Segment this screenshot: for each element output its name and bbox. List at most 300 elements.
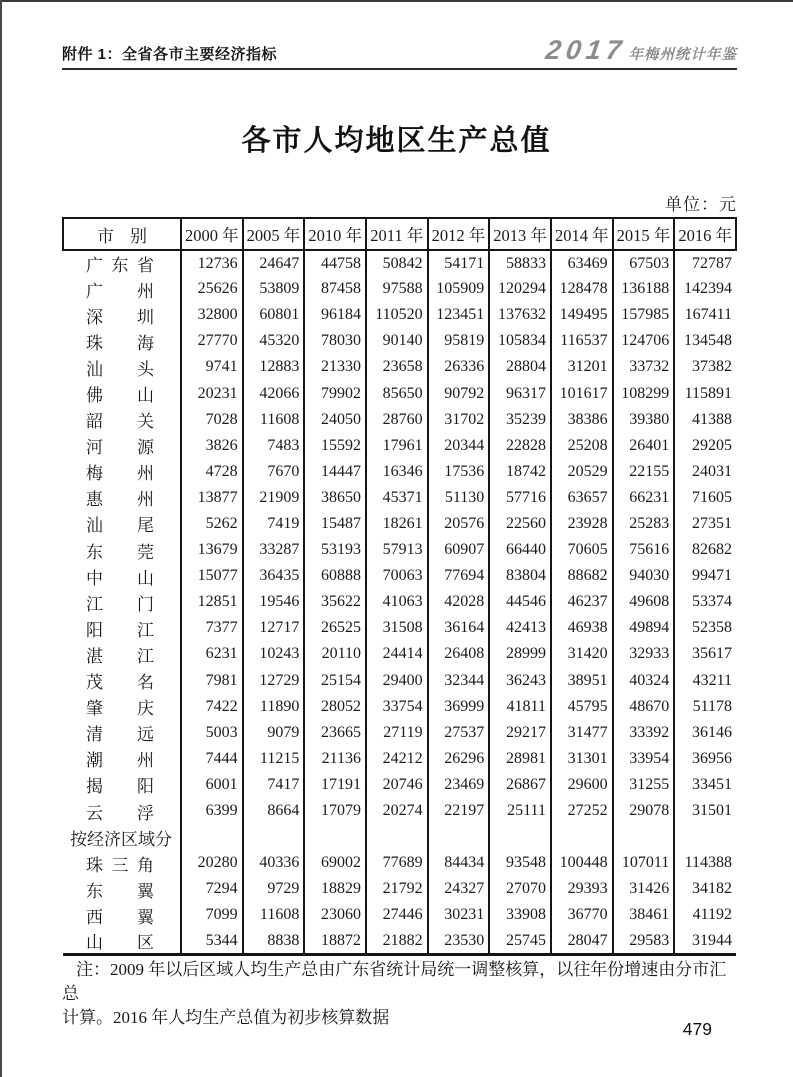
header-cell-year: 2005 年 bbox=[243, 218, 305, 250]
region-name-cell: 云 浮 bbox=[63, 798, 181, 824]
value-cell: 37382 bbox=[692, 358, 732, 376]
value-cell: 27351 bbox=[692, 514, 732, 532]
table-row bbox=[63, 668, 736, 694]
value-cell: 24647 bbox=[243, 250, 305, 276]
value-cell: 53193 bbox=[304, 537, 366, 563]
value-cell: 50842 bbox=[366, 250, 428, 276]
value-cell: 20110 bbox=[304, 641, 366, 667]
value-cell: 26525 bbox=[304, 615, 366, 641]
value-cell: 31501 bbox=[692, 802, 732, 820]
value-cell: 8664 bbox=[243, 798, 305, 824]
table-row bbox=[63, 276, 736, 302]
value-cell: 36435 bbox=[243, 563, 305, 589]
value-cell: 95819 bbox=[428, 328, 490, 354]
value-cell: 4728 bbox=[181, 459, 243, 485]
value-cell: 22197 bbox=[428, 798, 490, 824]
value-cell: 67503 bbox=[613, 250, 675, 276]
value-cell: 20280 bbox=[181, 850, 243, 876]
value-cell: 48670 bbox=[613, 694, 675, 720]
value-cell: 78030 bbox=[304, 328, 366, 354]
table-row bbox=[63, 537, 736, 563]
value-cell: 23928 bbox=[551, 511, 613, 537]
value-cell: 115891 bbox=[684, 384, 732, 402]
attachment-label: 附件 1：全省各市主要经济指标 bbox=[62, 46, 278, 63]
value-cell: 21882 bbox=[366, 928, 428, 955]
value-cell: 6231 bbox=[181, 641, 243, 667]
value-cell: 60907 bbox=[428, 537, 490, 563]
value-cell: 26867 bbox=[489, 772, 551, 798]
region-name-cell: 山 区 bbox=[63, 928, 181, 955]
value-cell: 72787 bbox=[692, 254, 732, 272]
region-name-cell: 梅 州 bbox=[63, 459, 181, 485]
value-cell: 11890 bbox=[243, 694, 305, 720]
table-header bbox=[63, 218, 736, 250]
value-cell: 20231 bbox=[181, 380, 243, 406]
value-cell: 36146 bbox=[692, 723, 732, 741]
table-row bbox=[63, 641, 736, 667]
yearbook-logo-year: 2017 bbox=[544, 35, 629, 65]
value-cell: 167411 bbox=[684, 306, 732, 324]
value-cell: 18829 bbox=[304, 876, 366, 902]
value-cell: 23469 bbox=[428, 772, 490, 798]
value-cell: 28999 bbox=[489, 641, 551, 667]
value-cell: 96184 bbox=[304, 302, 366, 328]
region-name-cell: 珠 三 角 bbox=[63, 850, 181, 876]
footnote bbox=[62, 958, 742, 1030]
value-cell: 12883 bbox=[243, 354, 305, 380]
value-cell: 36164 bbox=[428, 615, 490, 641]
value-cell: 82682 bbox=[692, 541, 732, 559]
value-cell: 88682 bbox=[551, 563, 613, 589]
value-cell: 71605 bbox=[692, 488, 732, 506]
value-cell: 41063 bbox=[366, 589, 428, 615]
value-cell: 58833 bbox=[489, 250, 551, 276]
value-cell: 99471 bbox=[692, 567, 732, 585]
value-cell: 70605 bbox=[551, 537, 613, 563]
value-cell: 25626 bbox=[181, 276, 243, 302]
table-row bbox=[63, 459, 736, 485]
value-cell: 7670 bbox=[243, 459, 305, 485]
value-cell: 28804 bbox=[489, 354, 551, 380]
value-cell: 57913 bbox=[366, 537, 428, 563]
value-cell: 123451 bbox=[428, 302, 490, 328]
value-cell: 17536 bbox=[428, 459, 490, 485]
value-cell: 36999 bbox=[428, 694, 490, 720]
value-cell: 28981 bbox=[489, 746, 551, 772]
value-cell: 27770 bbox=[181, 328, 243, 354]
value-cell: 31201 bbox=[551, 354, 613, 380]
table-row bbox=[63, 824, 736, 850]
value-cell: 16346 bbox=[366, 459, 428, 485]
value-cell: 46938 bbox=[551, 615, 613, 641]
table-row bbox=[63, 563, 736, 589]
table-header-row bbox=[63, 218, 736, 250]
table-row bbox=[63, 589, 736, 615]
value-cell: 36243 bbox=[489, 668, 551, 694]
yearbook-logo bbox=[546, 37, 737, 64]
header-cell-year: 2013 年 bbox=[489, 218, 551, 250]
value-cell bbox=[304, 824, 366, 850]
value-cell bbox=[551, 824, 613, 850]
value-cell: 5262 bbox=[181, 511, 243, 537]
region-name-cell: 汕 头 bbox=[63, 354, 181, 380]
value-cell: 12736 bbox=[181, 250, 243, 276]
value-cell: 39380 bbox=[613, 407, 675, 433]
value-cell: 52358 bbox=[692, 619, 732, 637]
region-name-cell: 惠 州 bbox=[63, 485, 181, 511]
value-cell: 29393 bbox=[551, 876, 613, 902]
value-cell: 25745 bbox=[489, 928, 551, 955]
value-cell: 33451 bbox=[692, 775, 732, 793]
value-cell: 9741 bbox=[181, 354, 243, 380]
value-cell: 35617 bbox=[692, 645, 732, 663]
page-number: 479 bbox=[682, 1019, 712, 1039]
region-name-cell: 深 圳 bbox=[63, 302, 181, 328]
value-cell: 69002 bbox=[304, 850, 366, 876]
table-row bbox=[63, 380, 736, 406]
value-cell: 49894 bbox=[613, 615, 675, 641]
value-cell: 42413 bbox=[489, 615, 551, 641]
value-cell bbox=[181, 824, 243, 850]
table-row bbox=[63, 354, 736, 380]
region-name-cell: 西 翼 bbox=[63, 902, 181, 928]
value-cell: 105834 bbox=[489, 328, 551, 354]
value-cell: 79902 bbox=[304, 380, 366, 406]
value-cell: 77694 bbox=[428, 563, 490, 589]
value-cell: 35622 bbox=[304, 589, 366, 615]
value-cell: 66440 bbox=[489, 537, 551, 563]
value-cell bbox=[489, 824, 551, 850]
value-cell: 46237 bbox=[551, 589, 613, 615]
footnote-line-2: 计算。2016 年人均生产总值为初步核算数据 bbox=[62, 1008, 390, 1027]
value-cell: 124706 bbox=[613, 328, 675, 354]
value-cell: 30231 bbox=[428, 902, 490, 928]
value-cell: 23530 bbox=[428, 928, 490, 955]
value-cell bbox=[613, 824, 675, 850]
value-cell: 27446 bbox=[366, 902, 428, 928]
value-cell: 36956 bbox=[692, 749, 732, 767]
value-cell: 44758 bbox=[304, 250, 366, 276]
value-cell: 63657 bbox=[551, 485, 613, 511]
value-cell: 21330 bbox=[304, 354, 366, 380]
value-cell: 29583 bbox=[613, 928, 675, 955]
value-cell: 20576 bbox=[428, 511, 490, 537]
table-row bbox=[63, 798, 736, 824]
value-cell: 25283 bbox=[613, 511, 675, 537]
value-cell: 53809 bbox=[243, 276, 305, 302]
value-cell: 57716 bbox=[489, 485, 551, 511]
value-cell: 11608 bbox=[243, 407, 305, 433]
value-cell: 116537 bbox=[551, 328, 613, 354]
value-cell: 20344 bbox=[428, 433, 490, 459]
table-row bbox=[63, 302, 736, 328]
value-cell: 38951 bbox=[551, 668, 613, 694]
value-cell: 15077 bbox=[181, 563, 243, 589]
value-cell: 41388 bbox=[692, 410, 732, 428]
value-cell: 22560 bbox=[489, 511, 551, 537]
value-cell: 18872 bbox=[304, 928, 366, 955]
table-row bbox=[63, 250, 736, 276]
value-cell: 35239 bbox=[489, 407, 551, 433]
value-cell: 13679 bbox=[181, 537, 243, 563]
scan-edge-left bbox=[0, 0, 2, 1077]
value-cell: 96317 bbox=[489, 380, 551, 406]
region-name-cell: 东 莞 bbox=[63, 537, 181, 563]
value-cell: 19546 bbox=[243, 589, 305, 615]
value-cell: 12729 bbox=[243, 668, 305, 694]
value-cell: 18742 bbox=[489, 459, 551, 485]
value-cell: 5344 bbox=[181, 928, 243, 955]
value-cell: 11215 bbox=[243, 746, 305, 772]
value-cell: 7099 bbox=[181, 902, 243, 928]
value-cell: 32344 bbox=[428, 668, 490, 694]
table-row bbox=[63, 694, 736, 720]
value-cell: 87458 bbox=[304, 276, 366, 302]
value-cell: 17961 bbox=[366, 433, 428, 459]
value-cell: 90140 bbox=[366, 328, 428, 354]
value-cell: 105909 bbox=[428, 276, 490, 302]
value-cell: 7419 bbox=[243, 511, 305, 537]
value-cell: 85650 bbox=[366, 380, 428, 406]
scan-edge-top bbox=[0, 0, 793, 2]
value-cell: 136188 bbox=[613, 276, 675, 302]
value-cell: 33732 bbox=[613, 354, 675, 380]
value-cell: 29600 bbox=[551, 772, 613, 798]
value-cell: 32800 bbox=[181, 302, 243, 328]
value-cell: 29217 bbox=[489, 720, 551, 746]
value-cell: 20274 bbox=[366, 798, 428, 824]
value-cell: 29205 bbox=[692, 436, 732, 454]
table-row bbox=[63, 850, 736, 876]
value-cell: 22155 bbox=[613, 459, 675, 485]
value-cell: 101617 bbox=[551, 380, 613, 406]
region-name-cell: 江 门 bbox=[63, 589, 181, 615]
value-cell: 40324 bbox=[613, 668, 675, 694]
header-cell-year: 2011 年 bbox=[366, 218, 428, 250]
value-cell: 77689 bbox=[366, 850, 428, 876]
value-cell: 31702 bbox=[428, 407, 490, 433]
value-cell: 27119 bbox=[366, 720, 428, 746]
header-cell-year: 2016 年 bbox=[674, 218, 736, 250]
value-cell: 24050 bbox=[304, 407, 366, 433]
value-cell: 41811 bbox=[489, 694, 551, 720]
header-cell-year: 2000 年 bbox=[181, 218, 243, 250]
value-cell: 33754 bbox=[366, 694, 428, 720]
value-cell: 44546 bbox=[489, 589, 551, 615]
value-cell: 110520 bbox=[366, 302, 428, 328]
value-cell: 33908 bbox=[489, 902, 551, 928]
region-name-cell: 东 翼 bbox=[63, 876, 181, 902]
value-cell: 8838 bbox=[243, 928, 305, 955]
value-cell: 28052 bbox=[304, 694, 366, 720]
region-name-cell: 广 州 bbox=[63, 276, 181, 302]
value-cell: 21136 bbox=[304, 746, 366, 772]
region-name-cell: 韶 关 bbox=[63, 407, 181, 433]
region-name-cell: 湛 江 bbox=[63, 641, 181, 667]
value-cell: 32933 bbox=[613, 641, 675, 667]
value-cell: 53374 bbox=[692, 593, 732, 611]
value-cell: 42028 bbox=[428, 589, 490, 615]
value-cell: 20746 bbox=[366, 772, 428, 798]
page-title: 各市人均地区生产总值 bbox=[241, 125, 552, 157]
table-row bbox=[63, 511, 736, 537]
table-row bbox=[63, 720, 736, 746]
value-cell: 12717 bbox=[243, 615, 305, 641]
value-cell: 17079 bbox=[304, 798, 366, 824]
value-cell: 128478 bbox=[551, 276, 613, 302]
value-cell: 23665 bbox=[304, 720, 366, 746]
value-cell: 26336 bbox=[428, 354, 490, 380]
region-name-cell: 肇 庆 bbox=[63, 694, 181, 720]
value-cell: 45371 bbox=[366, 485, 428, 511]
value-cell: 149495 bbox=[551, 302, 613, 328]
value-cell: 45320 bbox=[243, 328, 305, 354]
region-name-cell: 阳 江 bbox=[63, 615, 181, 641]
value-cell: 25208 bbox=[551, 433, 613, 459]
value-cell: 7422 bbox=[181, 694, 243, 720]
value-cell: 7981 bbox=[181, 668, 243, 694]
table-row bbox=[63, 433, 736, 459]
value-cell: 70063 bbox=[366, 563, 428, 589]
table-row bbox=[63, 615, 736, 641]
value-cell: 25111 bbox=[489, 798, 551, 824]
value-cell: 23060 bbox=[304, 902, 366, 928]
value-cell: 7483 bbox=[243, 433, 305, 459]
region-name-cell: 中 山 bbox=[63, 563, 181, 589]
value-cell: 157985 bbox=[613, 302, 675, 328]
value-cell: 24031 bbox=[692, 462, 732, 480]
value-cell: 36770 bbox=[551, 902, 613, 928]
value-cell: 3826 bbox=[181, 433, 243, 459]
value-cell: 6399 bbox=[181, 798, 243, 824]
value-cell: 13877 bbox=[181, 485, 243, 511]
value-cell: 54171 bbox=[428, 250, 490, 276]
region-name-cell: 珠 海 bbox=[63, 328, 181, 354]
value-cell: 22828 bbox=[489, 433, 551, 459]
table-row bbox=[63, 746, 736, 772]
value-cell: 9079 bbox=[243, 720, 305, 746]
table-row bbox=[63, 328, 736, 354]
value-cell: 27070 bbox=[489, 876, 551, 902]
table-row bbox=[63, 928, 736, 955]
value-cell: 107011 bbox=[613, 850, 675, 876]
value-cell: 5003 bbox=[181, 720, 243, 746]
value-cell: 38650 bbox=[304, 485, 366, 511]
value-cell: 27252 bbox=[551, 798, 613, 824]
value-cell: 25154 bbox=[304, 668, 366, 694]
header-cell-region: 市 别 bbox=[63, 218, 181, 250]
value-cell: 43211 bbox=[692, 671, 732, 689]
value-cell: 31477 bbox=[551, 720, 613, 746]
value-cell: 66231 bbox=[613, 485, 675, 511]
value-cell: 11608 bbox=[243, 902, 305, 928]
table-body bbox=[63, 250, 736, 955]
value-cell: 9729 bbox=[243, 876, 305, 902]
running-header bbox=[62, 35, 737, 70]
value-cell: 28760 bbox=[366, 407, 428, 433]
value-cell: 142394 bbox=[684, 280, 732, 298]
value-cell: 49608 bbox=[613, 589, 675, 615]
value-cell: 6001 bbox=[181, 772, 243, 798]
value-cell: 94030 bbox=[613, 563, 675, 589]
value-cell: 31944 bbox=[674, 928, 736, 955]
value-cell: 7444 bbox=[181, 746, 243, 772]
value-cell: 26408 bbox=[428, 641, 490, 667]
value-cell: 33954 bbox=[613, 746, 675, 772]
value-cell: 38386 bbox=[551, 407, 613, 433]
value-cell: 41192 bbox=[692, 906, 732, 924]
value-cell: 31508 bbox=[366, 615, 428, 641]
value-cell: 60888 bbox=[304, 563, 366, 589]
value-cell: 7028 bbox=[181, 407, 243, 433]
value-cell: 60801 bbox=[243, 302, 305, 328]
region-name-cell: 广 东 省 bbox=[63, 250, 181, 276]
value-cell: 24212 bbox=[366, 746, 428, 772]
table-row bbox=[63, 772, 736, 798]
region-name-cell: 潮 州 bbox=[63, 746, 181, 772]
value-cell: 26401 bbox=[613, 433, 675, 459]
value-cell: 29400 bbox=[366, 668, 428, 694]
value-cell: 63469 bbox=[551, 250, 613, 276]
value-cell: 10243 bbox=[243, 641, 305, 667]
value-cell: 14447 bbox=[304, 459, 366, 485]
value-cell: 42066 bbox=[243, 380, 305, 406]
per-capita-gdp-table bbox=[62, 217, 737, 956]
region-name-cell: 清 远 bbox=[63, 720, 181, 746]
value-cell: 137632 bbox=[489, 302, 551, 328]
region-name-cell: 河 源 bbox=[63, 433, 181, 459]
footnote-line-1: 注：2009 年以后区域人均生产总由广东省统计局统一调整核算，以往年份增速由分市汇总 bbox=[62, 960, 727, 1003]
value-cell: 120294 bbox=[489, 276, 551, 302]
value-cell: 97588 bbox=[366, 276, 428, 302]
value-cell: 12851 bbox=[181, 589, 243, 615]
value-cell: 20529 bbox=[551, 459, 613, 485]
region-name-cell: 按经济区域分 bbox=[63, 824, 181, 850]
value-cell: 21792 bbox=[366, 876, 428, 902]
header-cell-year: 2010 年 bbox=[304, 218, 366, 250]
value-cell: 40336 bbox=[243, 850, 305, 876]
value-cell: 33392 bbox=[613, 720, 675, 746]
value-cell bbox=[243, 824, 305, 850]
value-cell bbox=[366, 824, 428, 850]
value-cell: 27537 bbox=[428, 720, 490, 746]
unit-label: 单位：元 bbox=[665, 195, 737, 214]
value-cell: 31301 bbox=[551, 746, 613, 772]
table-row bbox=[63, 902, 736, 928]
value-cell: 75616 bbox=[613, 537, 675, 563]
yearbook-logo-title: 年梅州统计年鉴 bbox=[628, 47, 737, 63]
value-cell: 7294 bbox=[181, 876, 243, 902]
value-cell: 45795 bbox=[551, 694, 613, 720]
value-cell: 7377 bbox=[181, 615, 243, 641]
value-cell bbox=[674, 824, 736, 850]
value-cell: 83804 bbox=[489, 563, 551, 589]
value-cell: 134548 bbox=[684, 332, 732, 350]
value-cell: 93548 bbox=[489, 850, 551, 876]
value-cell: 21909 bbox=[243, 485, 305, 511]
value-cell: 84434 bbox=[428, 850, 490, 876]
value-cell: 34182 bbox=[692, 880, 732, 898]
value-cell: 29078 bbox=[613, 798, 675, 824]
header-cell-year: 2012 年 bbox=[428, 218, 490, 250]
value-cell: 51178 bbox=[692, 697, 732, 715]
value-cell: 24414 bbox=[366, 641, 428, 667]
value-cell: 114388 bbox=[684, 854, 732, 872]
value-cell: 90792 bbox=[428, 380, 490, 406]
region-name-cell: 揭 阳 bbox=[63, 772, 181, 798]
table-row bbox=[63, 876, 736, 902]
value-cell: 28047 bbox=[551, 928, 613, 955]
